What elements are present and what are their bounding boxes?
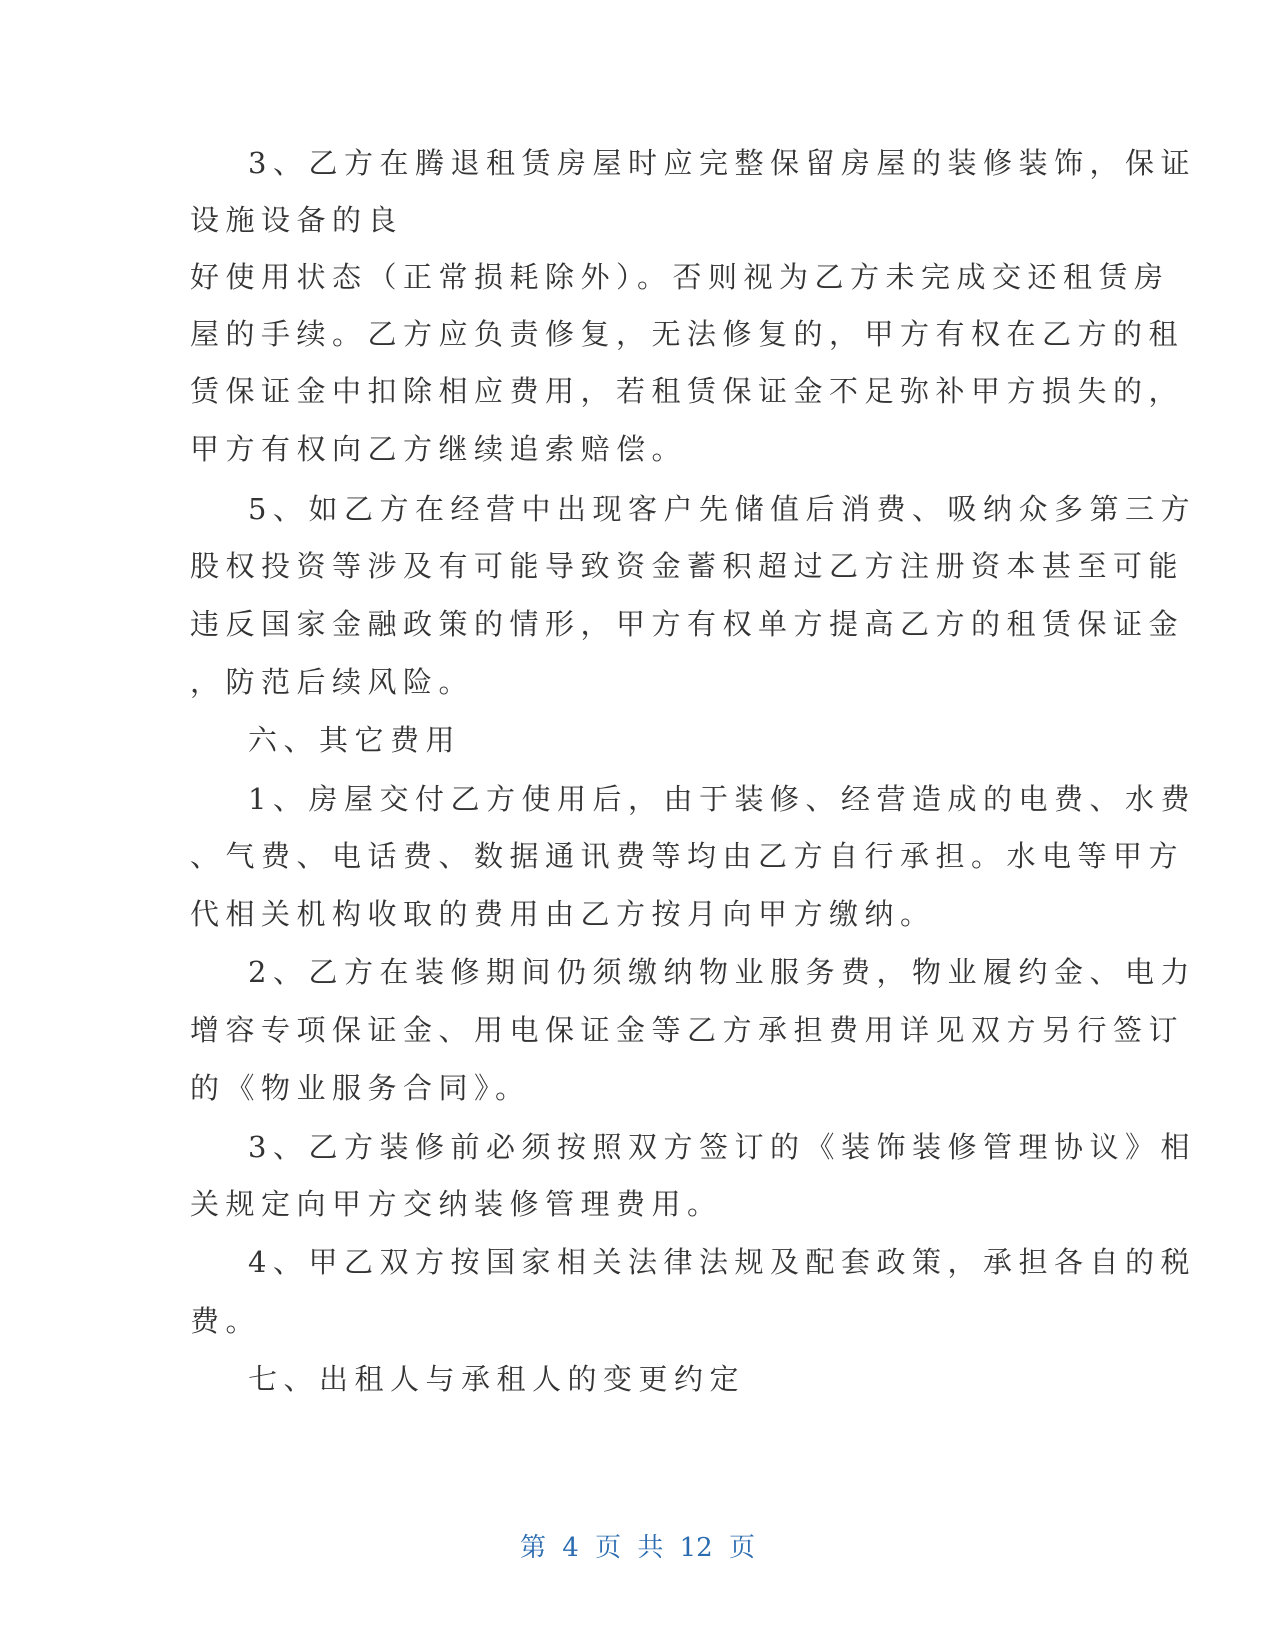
text-line: 增容专项保证金、用电保证金等乙方承担费用详见双方另行签订 — [190, 1013, 1185, 1047]
text-line: 费。 — [190, 1304, 262, 1338]
text-line: 1、房屋交付乙方使用后，由于装修、经营造成的电费、水费 — [248, 782, 1196, 816]
text-line: 股权投资等涉及有可能导致资金蓄积超过乙方注册资本甚至可能 — [190, 549, 1185, 583]
text-line: 3、乙方在腾退租赁房屋时应完整保留房屋的装修装饰，保证 — [248, 146, 1196, 180]
text-line: 2、乙方在装修期间仍须缴纳物业服务费，物业履约金、电力 — [248, 955, 1196, 989]
text-line: 设施设备的良 — [190, 203, 404, 237]
text-line: 5、如乙方在经营中出现客户先储值后消费、吸纳众多第三方 — [248, 492, 1196, 526]
text-line: ，防范后续风险。 — [190, 665, 475, 699]
text-line: 屋的手续。乙方应负责修复，无法修复的，甲方有权在乙方的租 — [190, 317, 1185, 351]
section-heading: 六、其它费用 — [248, 723, 462, 757]
text-line: 、气费、电话费、数据通讯费等均由乙方自行承担。水电等甲方 — [190, 839, 1185, 873]
text-line: 代相关机构收取的费用由乙方按月向甲方缴纳。 — [190, 897, 936, 931]
text-line: 的《物业服务合同》。 — [190, 1071, 531, 1105]
text-line: 4、甲乙双方按国家相关法律法规及配套政策，承担各自的税 — [248, 1245, 1196, 1279]
section-heading: 七、出租人与承租人的变更约定 — [248, 1362, 746, 1396]
text-line: 赁保证金中扣除相应费用，若租赁保证金不足弥补甲方损失的， — [190, 374, 1185, 408]
text-line: 关规定向甲方交纳装修管理费用。 — [190, 1187, 723, 1221]
text-line: 违反国家金融政策的情形，甲方有权单方提高乙方的租赁保证金 — [190, 607, 1185, 641]
text-line: 甲方有权向乙方继续追索赔偿。 — [190, 432, 688, 466]
text-line: 3、乙方装修前必须按照双方签订的《装饰装修管理协议》相 — [248, 1130, 1196, 1164]
page-number-footer: 第 4 页 共 12 页 — [520, 1533, 755, 1563]
text-line: 好使用状态（正常损耗除外）。否则视为乙方未完成交还租赁房 — [190, 260, 1170, 294]
